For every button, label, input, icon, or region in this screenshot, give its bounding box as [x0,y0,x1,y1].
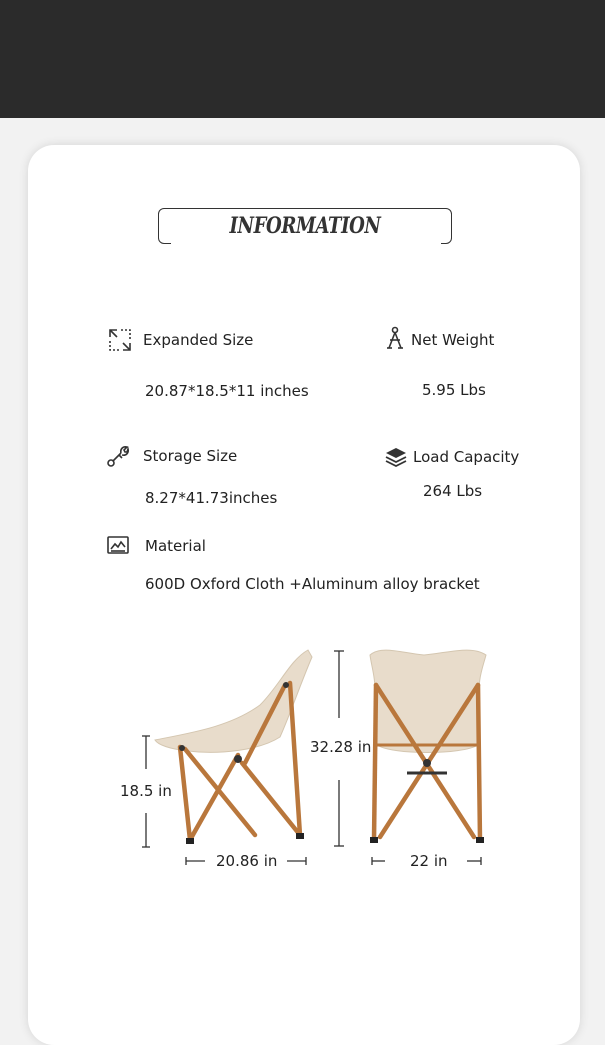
expanded-size-label: Expanded Size [143,331,254,349]
net-weight-value: 5.95 Lbs [422,381,486,399]
scale-weight-icon [384,326,408,350]
total-height-label: 32.28 in [310,738,372,756]
storage-size-label: Storage Size [143,447,238,465]
load-capacity-value: 264 Lbs [423,482,483,500]
storage-size-value: 8.27*41.73inches [145,489,278,507]
side-depth-label: 20.86 in [216,852,278,870]
info-card [28,145,580,1045]
load-capacity-label: Load Capacity [413,448,520,466]
seat-height-label: 18.5 in [120,782,172,800]
width-label: 22 in [410,852,448,870]
material-value: 600D Oxford Cloth +Aluminum alloy bracket [145,575,480,593]
information-banner [158,208,452,244]
wrench-icon [106,444,130,468]
information-title: INFORMATION [229,213,381,239]
layers-icon [385,446,409,470]
fabric-image-icon [107,535,131,559]
top-dark-banner [0,0,605,118]
expanded-size-value: 20.87*18.5*11 inches [145,382,309,400]
chair-front-view-image [362,645,492,850]
chair-side-view-image [150,645,320,850]
material-label: Material [145,537,206,555]
net-weight-label: Net Weight [411,331,495,349]
expand-arrows-icon [108,328,132,352]
